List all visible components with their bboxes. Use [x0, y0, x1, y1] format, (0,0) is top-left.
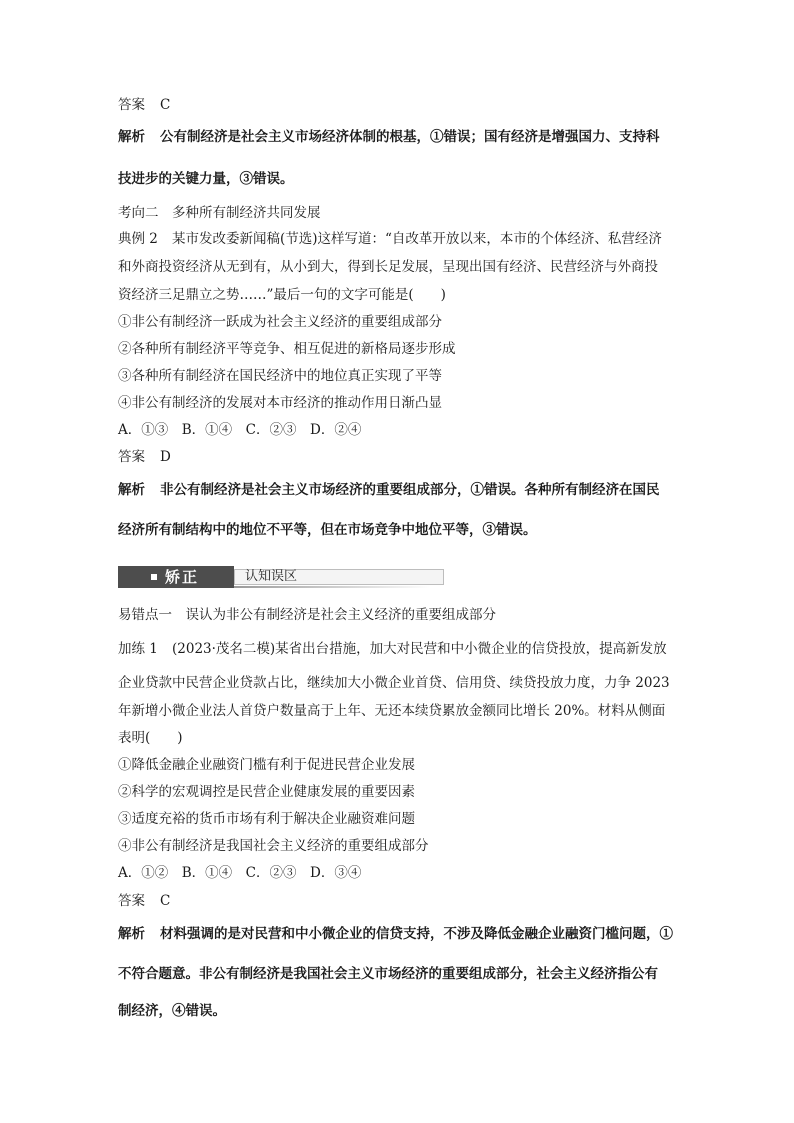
example-label: 加练 1 — [118, 641, 158, 657]
question-text: (2023·茂名二模)某省出台措施，加大对民营和中小微企业的信贷投放，提高新发放 — [172, 641, 667, 657]
question-line-1 — [118, 230, 662, 248]
analysis-label: 解析 — [118, 482, 145, 498]
analysis-line-2: 技进步的关键力量，③错误。 — [118, 171, 294, 187]
answer-line — [118, 448, 171, 466]
question-line-4: 表明( ) — [118, 730, 183, 746]
answer-label: 答案 — [118, 97, 145, 113]
section-heading: 考向二 多种所有制经济共同发展 — [118, 205, 321, 221]
option-1: ①降低金融企业融资门槛有利于促进民营企业发展 — [118, 757, 415, 773]
answer-value: D — [160, 449, 171, 465]
question-text: 某市发改委新闻稿(节选)这样写道：“自改革开放以来，本市的个体经济、私营经济 — [172, 231, 662, 247]
answer-line — [118, 892, 170, 910]
analysis-line-3: 制经济，④错误。 — [118, 1003, 226, 1019]
question-line-3: 年新增小微企业法人首贷户数量高于上年、无还本续贷累放金额同比增长 20%。材料从侧面 — [118, 703, 666, 719]
option-1: ①非公有制经济一跃成为社会主义经济的重要组成部分 — [118, 314, 442, 330]
analysis-line-2: 不符合题意。非公有制经济是我国社会主义市场经济的重要组成部分，社会主义经济指公有 — [118, 966, 658, 982]
square-bullet-icon — [151, 574, 157, 580]
banner-underline — [234, 586, 430, 588]
banner-subtitle-box — [234, 569, 444, 585]
question-line-3: 资经济三足鼎立之势……”最后一句的文字可能是( ) — [118, 287, 446, 303]
question-line-2: 和外商投资经济从无到有，从小到大，得到长足发展，呈现出国有经济、民营经济与外商投 — [118, 259, 658, 275]
analysis-line-1 — [118, 128, 660, 146]
analysis-line-1 — [118, 925, 673, 943]
option-3: ③各种所有制经济在国民经济中的地位真正实现了平等 — [118, 368, 442, 384]
banner-subtitle: 认知误区 — [245, 569, 298, 584]
choices: A．①② B．①④ C．②③ D．③④ — [118, 865, 362, 881]
option-2: ②科学的宏观调控是民营企业健康发展的重要因素 — [118, 784, 415, 800]
error-point-heading: 易错点一 误认为非公有制经济是社会主义经济的重要组成部分 — [118, 607, 496, 623]
analysis-label: 解析 — [118, 129, 145, 145]
option-4: ④非公有制经济是我国社会主义经济的重要组成部分 — [118, 838, 429, 854]
question-line-2: 企业贷款中民营企业贷款占比，继续加大小微企业首贷、信用贷、续贷投放力度，力争 2023 — [118, 675, 670, 691]
answer-line — [118, 96, 170, 114]
analysis-text: 材料强调的是对民营和中小微企业的信贷支持，不涉及降低金融企业融资门槛问题，① — [160, 926, 673, 942]
option-3: ③适度充裕的货币市场有利于解决企业融资难问题 — [118, 811, 415, 827]
option-2: ②各种所有制经济平等竞争、相互促进的新格局逐步形成 — [118, 341, 456, 357]
answer-label: 答案 — [118, 893, 145, 909]
answer-value: C — [160, 893, 171, 909]
section-banner — [118, 566, 430, 588]
answer-label: 答案 — [118, 449, 145, 465]
question-line-1 — [118, 640, 667, 658]
banner-title: 矫正 — [165, 568, 200, 586]
answer-value: C — [160, 97, 171, 113]
example-label: 典例 2 — [118, 231, 158, 247]
analysis-label: 解析 — [118, 926, 145, 942]
analysis-line-2: 经济所有制结构中的地位不平等，但在市场竞争中地位平等，③错误。 — [118, 522, 537, 538]
analysis-text: 公有制经济是社会主义市场经济体制的根基，①错误；国有经济是增强国力、支持科 — [160, 129, 660, 145]
choices: A．①③ B．①④ C．②③ D．②④ — [118, 422, 362, 438]
analysis-line-1 — [118, 481, 660, 499]
analysis-text: 非公有制经济是社会主义市场经济的重要组成部分，①错误。各种所有制经济在国民 — [160, 482, 660, 498]
option-4: ④非公有制经济的发展对本市经济的推动作用日渐凸显 — [118, 395, 442, 411]
